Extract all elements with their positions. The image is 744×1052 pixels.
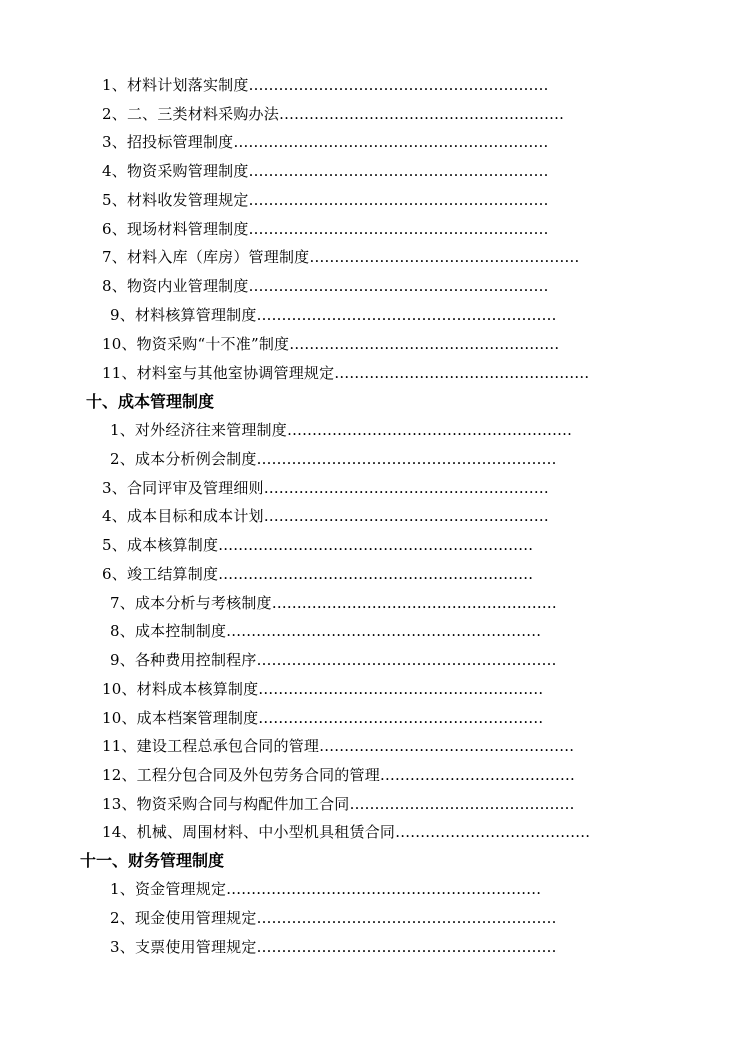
toc-entry: 5、材料收发管理规定……………………………………………………	[102, 191, 549, 209]
toc-entry: 13、物资采购合同与构配件加工合同………………………………………	[102, 795, 575, 813]
toc-entry: 4、物资采购管理制度……………………………………………………	[102, 162, 549, 180]
toc-entry: 10、成本档案管理制度…………………………………………………	[102, 709, 544, 727]
toc-entry: 9、材料核算管理制度……………………………………………………	[110, 306, 557, 324]
toc-entry: 12、工程分包合同及外包劳务合同的管理…………………………………	[102, 766, 575, 784]
section-heading: 十一、财务管理制度	[80, 851, 225, 870]
toc-entry: 3、支票使用管理规定……………………………………………………	[110, 938, 557, 956]
toc-entry: 1、对外经济往来管理制度…………………………………………………	[110, 421, 572, 439]
toc-entry: 6、竣工结算制度………………………………………………………	[102, 565, 534, 583]
toc-entry: 2、现金使用管理规定……………………………………………………	[110, 909, 557, 927]
section-heading: 十、成本管理制度	[86, 392, 215, 411]
toc-entry: 6、现场材料管理制度……………………………………………………	[102, 220, 549, 238]
toc-entry: 10、材料成本核算制度…………………………………………………	[102, 680, 544, 698]
toc-entry: 11、建设工程总承包合同的管理……………………………………………	[102, 737, 575, 755]
toc-entry: 8、成本控制制度………………………………………………………	[110, 622, 542, 640]
toc-entry: 3、招投标管理制度………………………………………………………	[102, 133, 549, 151]
toc-entry: 14、机械、周围材料、中小型机具租赁合同…………………………………	[102, 823, 591, 841]
toc-entry: 10、物资采购“十不准”制度………………………………………………	[102, 335, 560, 353]
toc-entry: 7、材料入库（库房）管理制度………………………………………………	[102, 248, 580, 266]
toc-entry: 7、成本分析与考核制度…………………………………………………	[110, 594, 557, 612]
toc-entry: 4、成本目标和成本计划…………………………………………………	[102, 507, 549, 525]
toc-entry: 5、成本核算制度………………………………………………………	[102, 536, 534, 554]
toc-entry: 9、各种费用控制程序……………………………………………………	[110, 651, 557, 669]
toc-entry: 11、材料室与其他室协调管理规定……………………………………………	[102, 364, 590, 382]
toc-entry: 1、材料计划落实制度……………………………………………………	[102, 76, 549, 94]
toc-entry: 3、合同评审及管理细则…………………………………………………	[102, 479, 549, 497]
toc-entry: 2、二、三类材料采购办法…………………………………………………	[102, 105, 564, 123]
toc-entry: 2、成本分析例会制度……………………………………………………	[110, 450, 557, 468]
toc-entry: 1、资金管理规定………………………………………………………	[110, 880, 542, 898]
toc-entry: 8、物资内业管理制度……………………………………………………	[102, 277, 549, 295]
